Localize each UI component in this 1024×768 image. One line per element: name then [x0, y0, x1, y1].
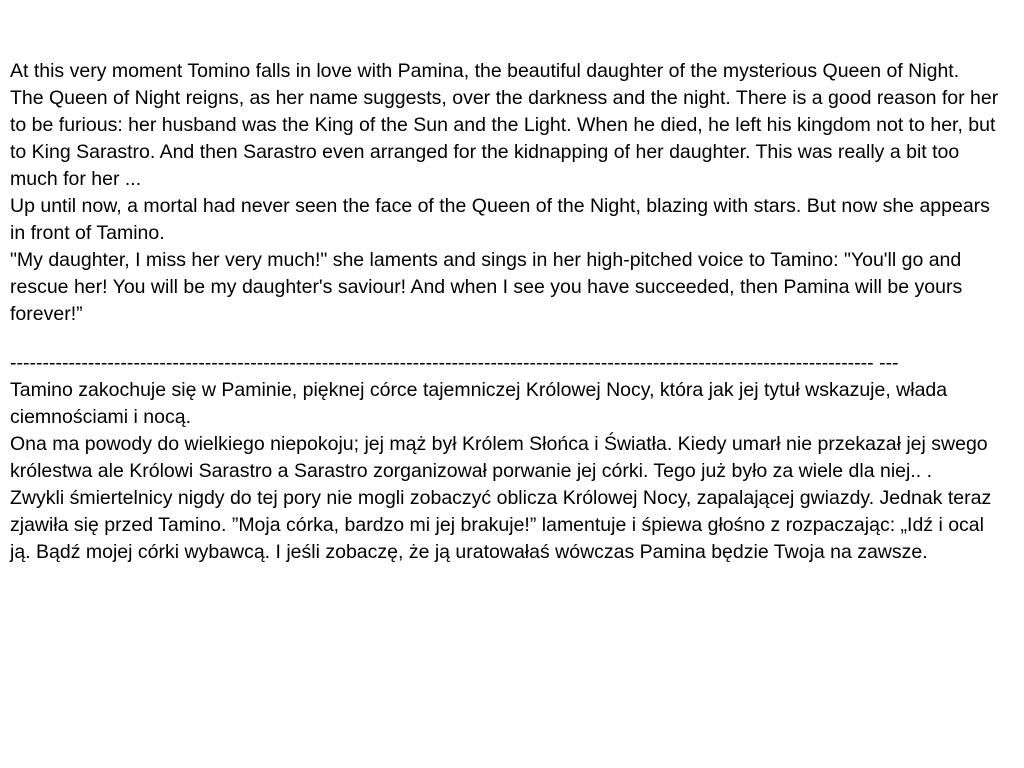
- english-paragraph-4: "My daughter, I miss her very much!" she laments and sings in her high-pitched voice to Tamino: "You'll go and rescue her! You will be my daughter's saviour! And when I see you have succeeded, then Pamina will be yours forever!”: [10, 249, 963, 325]
- polish-paragraph-1: Tamino zakochuje się w Paminie, pięknej córce tajemniczej Królowej Nocy, która jak jej tytuł wskazuje, włada ciemnościami i nocą.: [10, 379, 948, 428]
- polish-paragraph-2: Ona ma powody do wielkiego niepokoju; jej mąż był Królem Słońca i Światła. Kiedy umarł nie przekazał jej swego królestwa ale Królowi Sarastro a Sarastro zorganizował porwanie jej córki. Tego już było za wiele dla niej.. .: [10, 433, 988, 482]
- polish-paragraph-3: Zwykli śmiertelnicy nigdy do tej pory nie mogli zobaczyć oblicza Królowej Nocy, zapalającej gwiazdy. Jednak teraz zjawiła się przed Tamino. ”Moja córka, bardzo mi jej brakuje!” lamentuje i śpiewa głośno z rozpaczając: „Idź i ocal ją. Bądź mojej córki wybawcą. I jeśli zobaczę, że ją uratowałaś wówczas Pamina będzie Twoja na zawsze.: [10, 487, 992, 563]
- english-paragraph-2: The Queen of Night reigns, as her name suggests, over the darkness and the night. There is a good reason for her to be furious: her husband was the King of the Sun and the Light. When he died, he left his kingdom not to her, but to King Sarastro. And then Sarastro even arranged for the kidnapping of her daughter. This was really a bit too much for her ...: [10, 87, 999, 190]
- english-section: [10, 58, 1006, 328]
- english-paragraph-1: At this very moment Tomino falls in love with Pamina, the beautiful daughter of the mysterious Queen of Night.: [10, 60, 960, 82]
- section-divider: ------------------------------------------------------------------------------------------------------------------------------------- ---: [10, 352, 899, 374]
- polish-section: [10, 377, 1006, 566]
- english-paragraph-3: Up until now, a mortal had never seen the face of the Queen of the Night, blazing with stars. But now she appears in front of Tamino.: [10, 195, 990, 244]
